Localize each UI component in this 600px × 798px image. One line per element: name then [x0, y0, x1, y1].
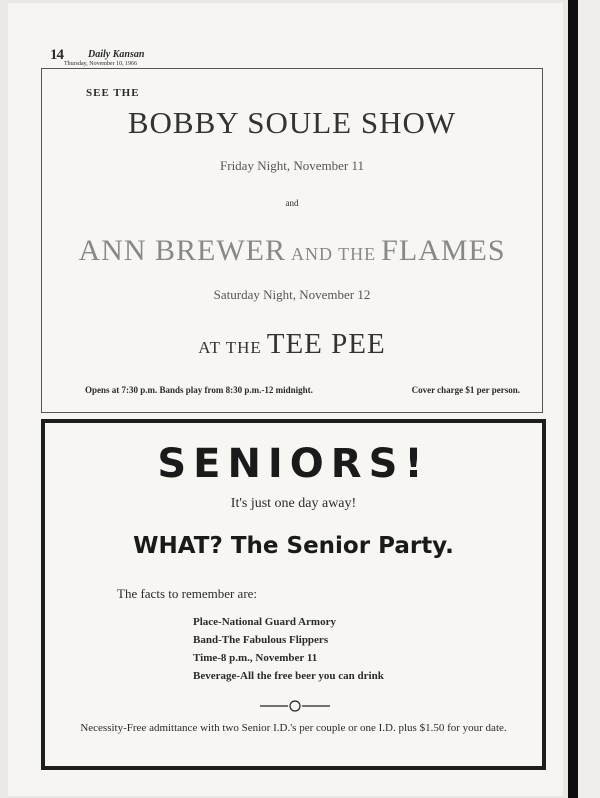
fact-band: Band-The Fabulous Flippers — [193, 634, 329, 646]
scan-edge-band — [568, 0, 578, 798]
ornament-divider-icon — [260, 700, 330, 712]
ann-brewer-name: ANN BREWER — [78, 234, 286, 267]
friday-date: Friday Night, November 11 — [220, 158, 364, 173]
bobby-soule-title: BOBBY SOULE SHOW — [127, 105, 457, 140]
newspaper-name: Daily Kansan — [88, 49, 145, 60]
one-day-away-text: It's just one day away! — [230, 496, 357, 511]
fact-time: Time-8 p.m., November 11 — [193, 652, 318, 664]
cover-charge: Cover charge $1 per person. — [411, 385, 520, 395]
facts-intro: The facts to remember are: — [117, 586, 258, 601]
facts-list — [193, 613, 384, 685]
bobby-soule-show-ad — [41, 68, 543, 413]
opening-hours: Opens at 7:30 p.m. Bands play from 8:30 p.m.-12 midnight. — [85, 385, 313, 395]
fact-place: Place-National Guard Armory — [193, 616, 336, 628]
fact-beverage: Beverage-All the free beer you can drink — [193, 670, 384, 682]
see-the-label: SEE THE — [86, 87, 140, 99]
admission-note: Necessity-Free admittance with two Senior I.D.'s per couple or one I.D. plus $1.50 for your date. — [80, 722, 507, 734]
adjacent-page-edge — [578, 0, 600, 798]
saturday-date: Saturday Night, November 12 — [213, 287, 371, 302]
and-the-text: AND THE — [290, 244, 377, 264]
page-number: 14 — [50, 47, 63, 63]
tee-pee-name: TEE PEE — [266, 328, 386, 360]
flames-name: FLAMES — [381, 234, 506, 267]
ann-brewer-headline — [42, 234, 542, 268]
venue-headline — [42, 328, 542, 361]
seniors-headline: SENIORS! — [157, 441, 430, 487]
issue-date: Thursday, November 10, 1966 — [64, 61, 138, 67]
at-the-text: AT THE — [198, 338, 262, 357]
and-connector: and — [285, 198, 299, 208]
senior-party-headline: WHAT? The Senior Party. — [133, 533, 454, 559]
seniors-party-ad — [41, 419, 546, 770]
